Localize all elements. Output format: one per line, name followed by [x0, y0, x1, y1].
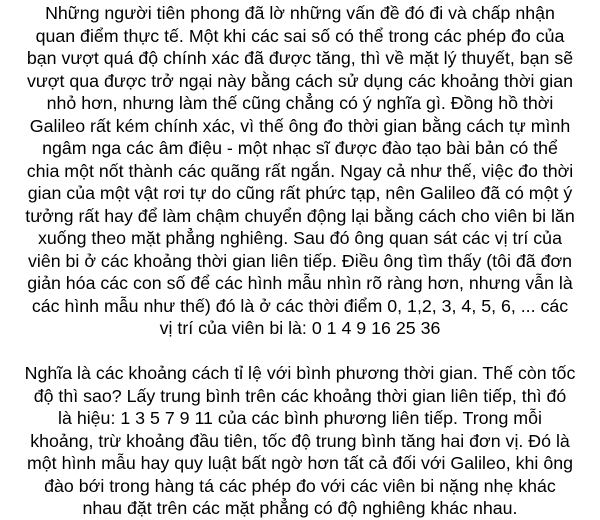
text-line: ngâm nga các âm điệu - một nhạc sĩ được đào tạo bài bản có thể [42, 138, 558, 158]
text-line: vượt qua được trở ngại này bằng cách sử dụng các khoảng thời gian [27, 70, 573, 91]
text-line: bạn vượt quá độ chính xác đã được tăng, thì về mặt lý thuyết, bạn sẽ [26, 48, 574, 68]
text-line: giản hóa các con số để các hình mẫu nhìn rõ ràng hơn, nhưng vẫn là [27, 273, 573, 293]
text-line: Galileo rất kém chính xác, vì thế ông đo thời gian bằng cách tự mình [29, 115, 571, 136]
paragraph-2 [2, 362, 598, 520]
text-line: một hình mẫu hay quy luật bất ngờ hơn tất cả đối với Galileo, khi ông [26, 453, 573, 473]
text-line: các hình mẫu như thế) đó là ở các thời điểm 0, 1,2, 3, 4, 5, 6, ... các [31, 295, 569, 316]
text-line: Những người tiên phong đã lờ những vấn đề đó đi và chấp nhận [45, 3, 555, 23]
text-line: quan điểm thực tế. Một khi các sai số có thể trong các phép đo của [35, 25, 565, 46]
text-line: viên bi ở các khoảng thời gian liên tiếp. Điều ông tìm thấy (tôi đã đơn [27, 250, 573, 271]
text-line: nhỏ hơn, nhưng làm thế cũng chẳng có ý nghĩa gì. Đồng hồ thời [46, 93, 554, 113]
text-line: đào bới trong hàng tá các phép đo với các viên bi nặng nhẹ khác [44, 475, 556, 496]
text-line: độ thì sao? Lấy trung bình trên các khoảng thời gian liên tiếp, thì đó [33, 385, 567, 406]
text-line: nhau đặt trên các mặt phẳng có độ nghiêng khác nhau. [82, 498, 518, 518]
text-line: Nghĩa là các khoảng cách tỉ lệ với bình phương thời gian. Thế còn tốc [24, 363, 576, 383]
text-line: chia một nốt thành các quãng rất ngắn. Ngay cả như thế, việc đo thời [26, 160, 574, 181]
text-line: xuống theo mặt phẳng nghiêng. Sau đó ông quan sát các vị trí của [38, 228, 562, 248]
text-line: gian của một vật rơi tự do cũng rất phức tạp, nên Galileo đã có một ý [27, 183, 573, 203]
text-line: vị trí của viên bi là: 0 1 4 9 16 25 36 [159, 318, 441, 338]
text-line: là hiệu: 1 3 5 7 9 11 của các bình phương liên tiếp. Trong mỗi [58, 408, 542, 428]
text-line: khoảng, trừ khoảng đầu tiên, tốc độ trung bình tăng hai đơn vị. Đó là [30, 430, 570, 451]
text-line: tưởng rất hay để làm chậm chuyển động lại bằng cách cho viên bi lăn [25, 205, 575, 226]
paragraph-1 [2, 2, 598, 340]
